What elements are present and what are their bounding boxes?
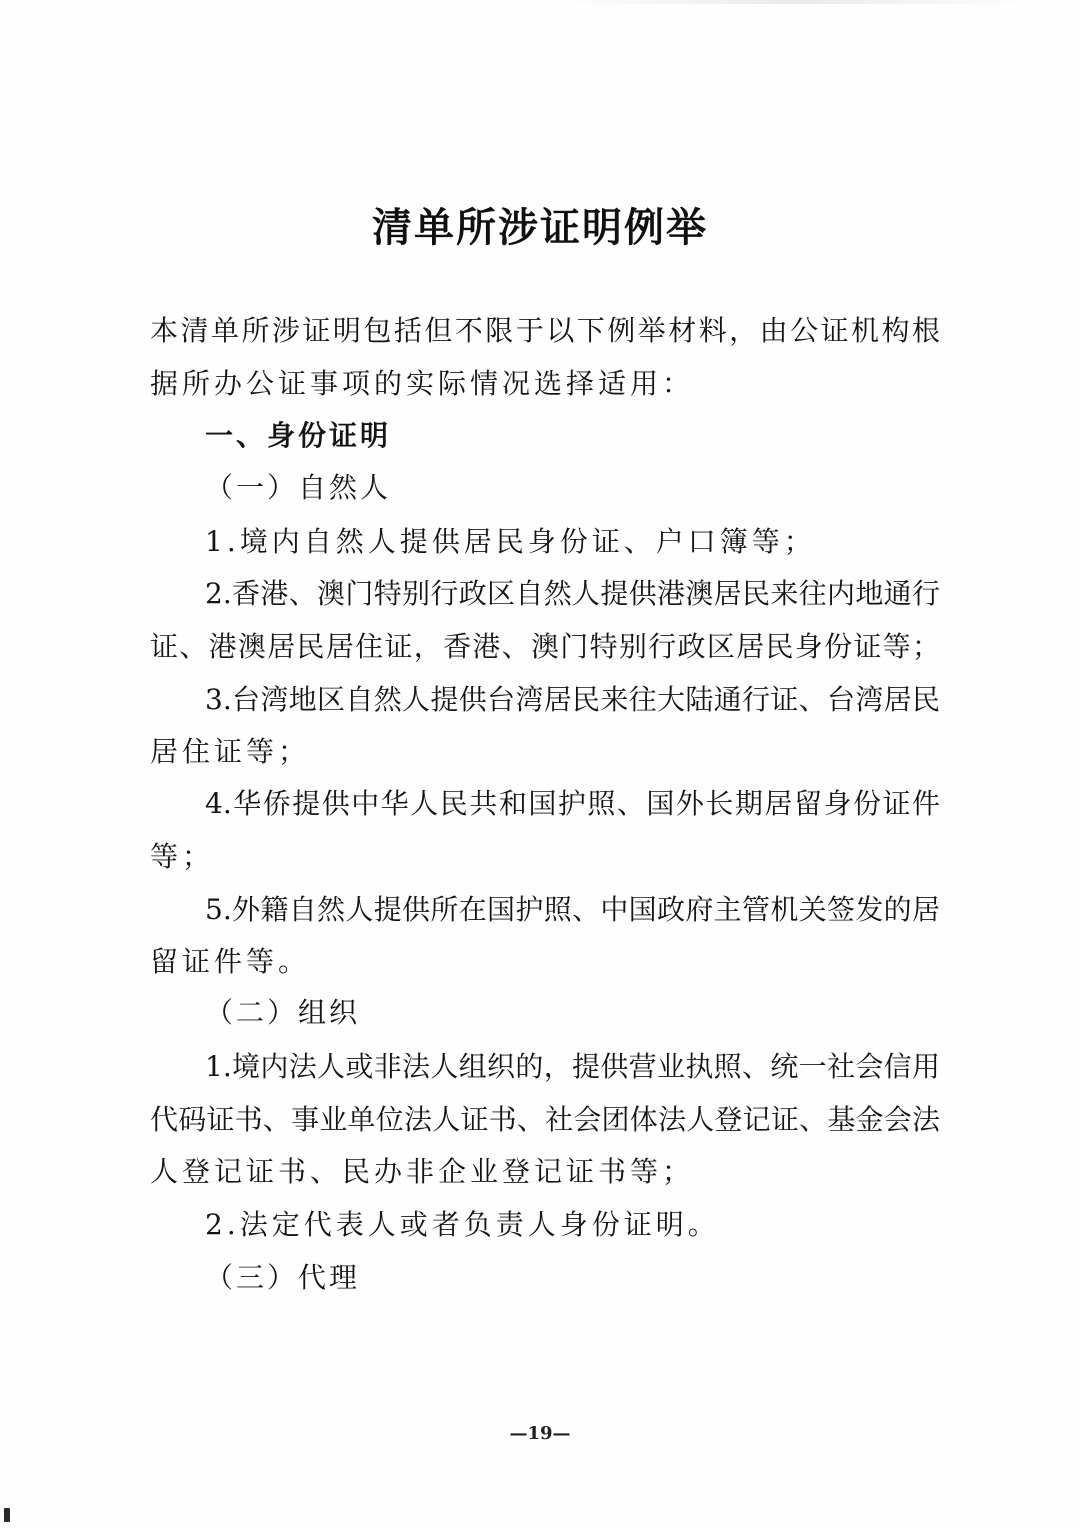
item-line: 2.香港、澳门特别行政区自然人提供港澳居民来往内地通行 bbox=[205, 577, 940, 610]
item-line: 1.境内法人或非法人组织的，提供营业执照、统一社会信用 bbox=[205, 1050, 940, 1083]
item-line: 居住证等； bbox=[150, 735, 311, 768]
item-line: 4.华侨提供中华人民共和国护照、国外长期居留身份证件 bbox=[205, 787, 940, 820]
item-line: 2.法定代表人或者负责人身份证明。 bbox=[205, 1208, 720, 1241]
intro-line-2: 据所办公证事项的实际情况选择适用： bbox=[150, 367, 695, 400]
scan-edge-artifact bbox=[560, 0, 1030, 4]
item-line: 等； bbox=[150, 840, 215, 873]
page-number: —19— bbox=[509, 1423, 571, 1444]
item-line: 3.台湾地区自然人提供台湾居民来往大陆通行证、台湾居民 bbox=[205, 683, 940, 716]
subsection-heading-natural-person: （一）自然人 bbox=[205, 471, 392, 504]
item-line: 5.外籍自然人提供所在国护照、中国政府主管机关签发的居 bbox=[205, 893, 940, 926]
item-line: 代码证书、事业单位法人证书、社会团体法人登记证、基金会法 bbox=[150, 1103, 940, 1136]
document-title: 清单所涉证明例举 bbox=[372, 205, 708, 251]
subsection-heading-organization: （二）组织 bbox=[205, 996, 361, 1029]
item-line: 1.境内自然人提供居民身份证、户口簿等； bbox=[205, 525, 816, 558]
scan-mark-artifact bbox=[4, 1508, 10, 1522]
section-heading-identity: 一、身份证明 bbox=[205, 419, 392, 452]
subsection-heading-agency: （三）代理 bbox=[205, 1261, 361, 1294]
item-line: 留证件等。 bbox=[150, 945, 311, 978]
item-line: 人登记证书、民办非企业登记证书等； bbox=[150, 1155, 695, 1188]
item-line: 证、港澳居民居住证，香港、澳门特别行政区居民身份证等； bbox=[150, 630, 940, 663]
intro-line-1: 本清单所涉证明包括但不限于以下例举材料，由公证机构根 bbox=[150, 314, 940, 347]
